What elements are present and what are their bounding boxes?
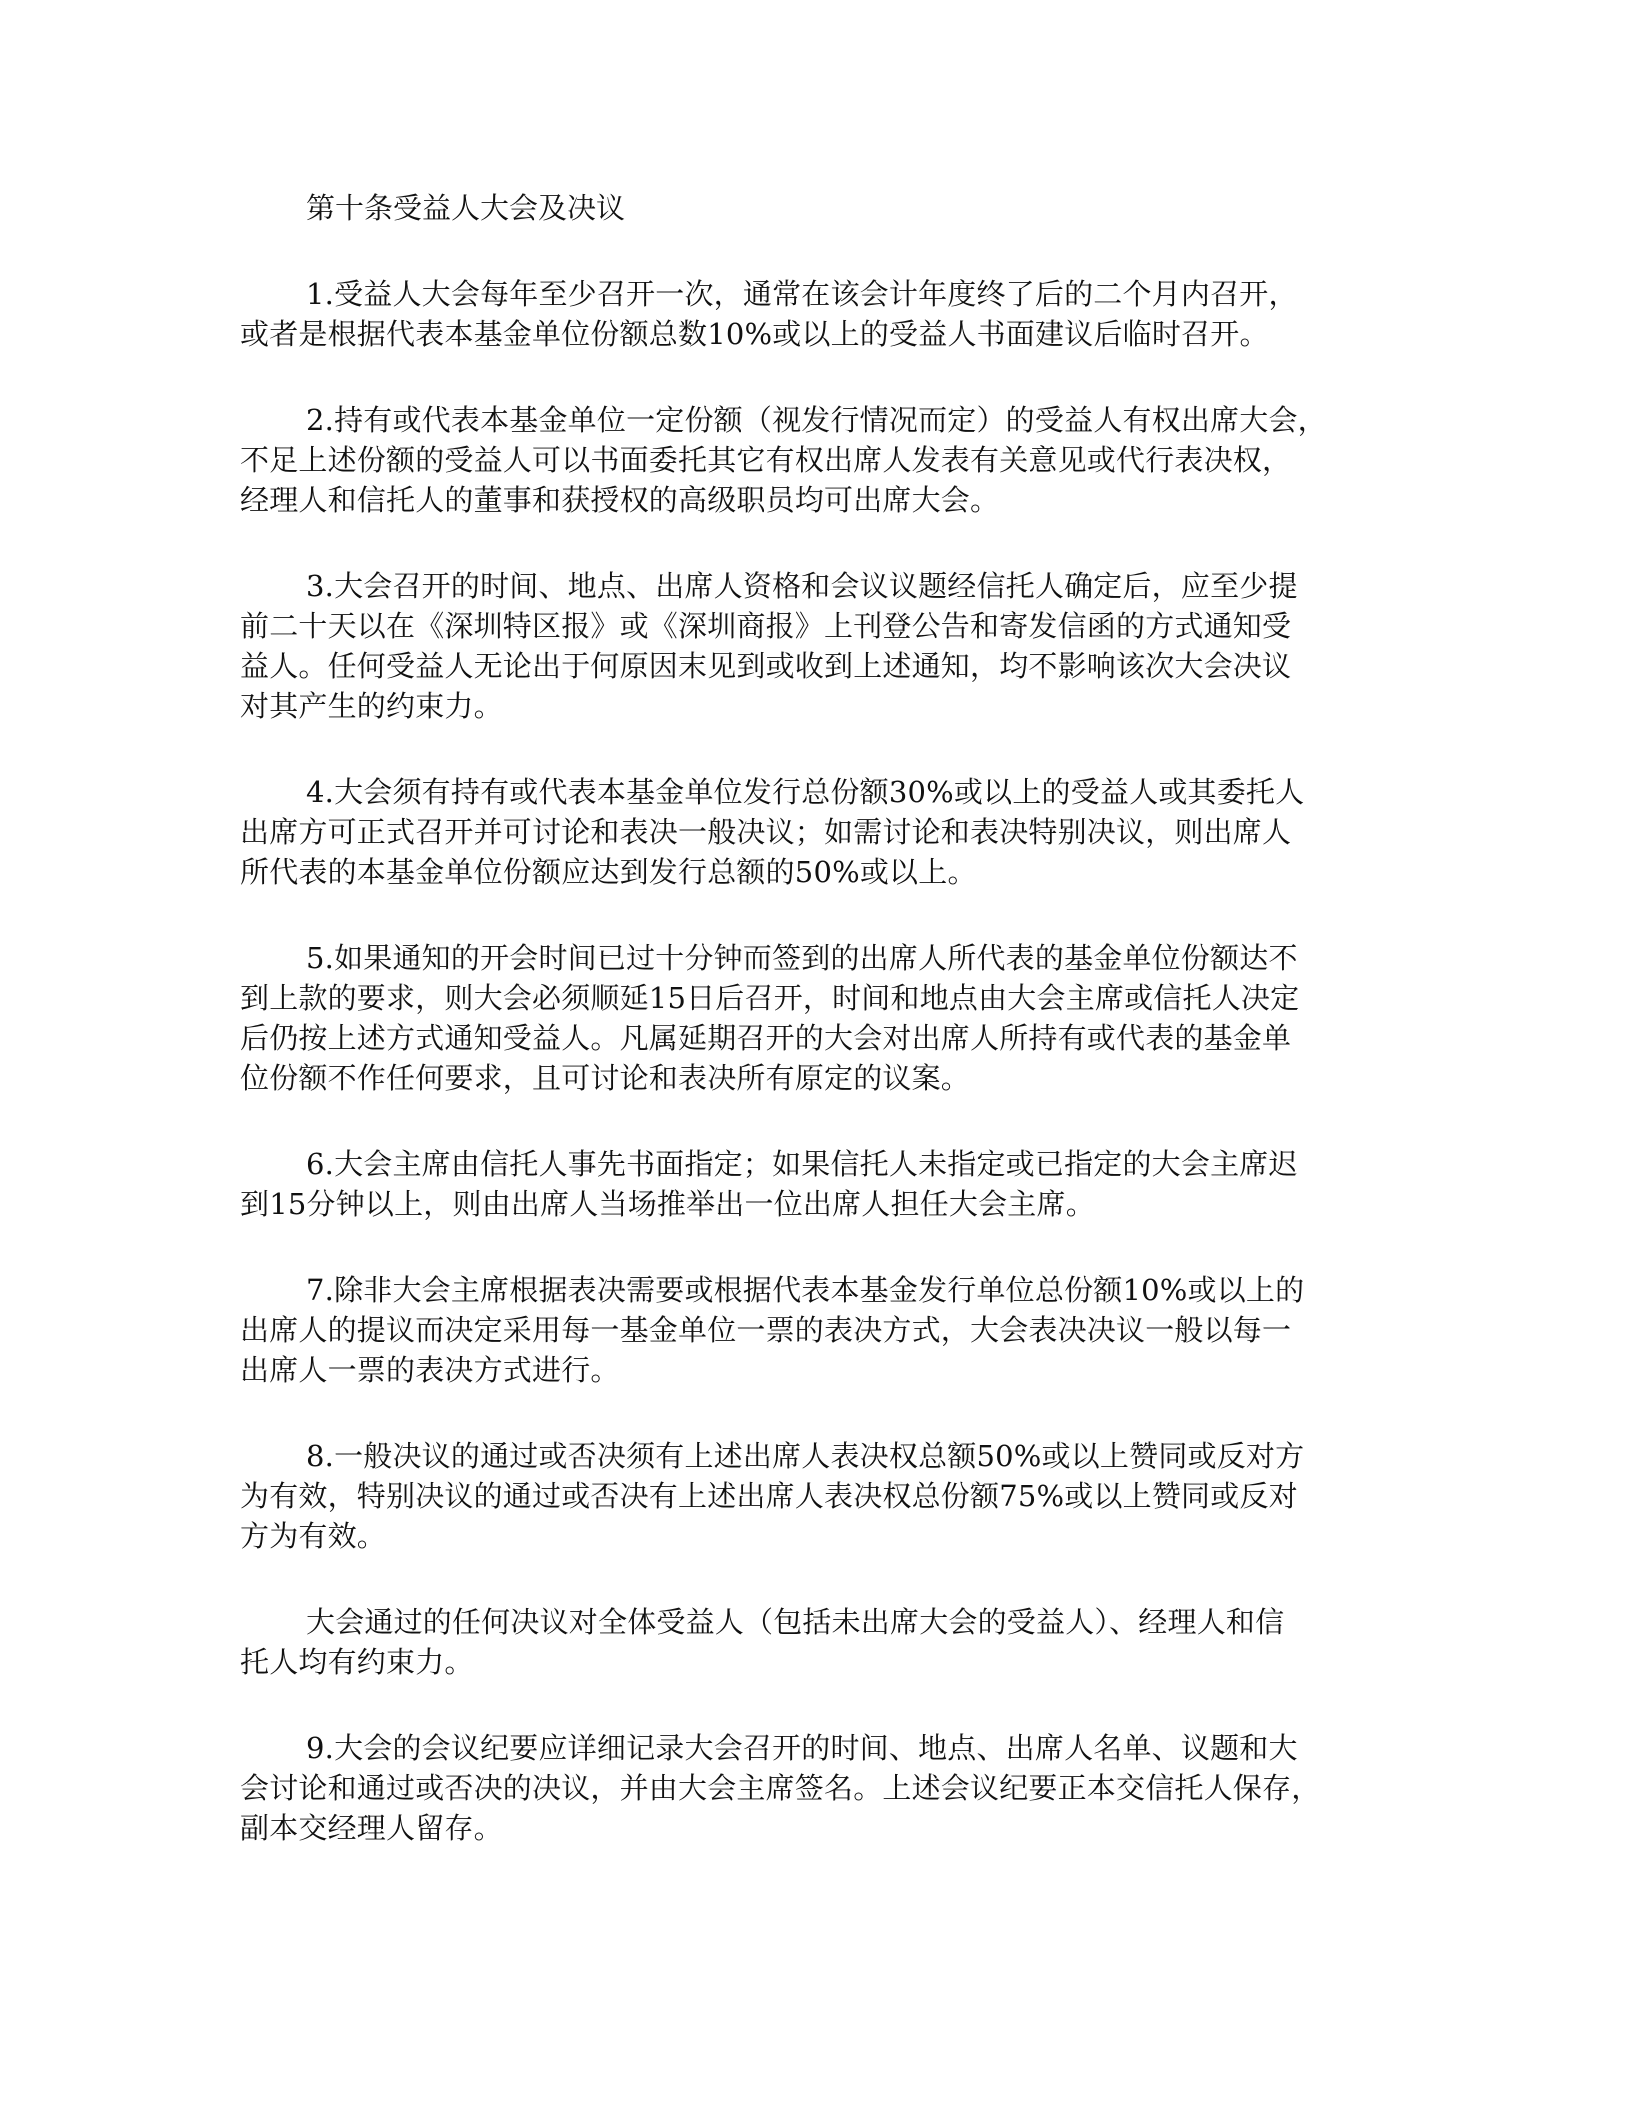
paragraph-line: 5.如果通知的开会时间已过十分钟而签到的出席人所代表的基金单位份额达不 xyxy=(306,941,1298,975)
paragraph-line: 为有效，特别决议的通过或否决有上述出席人表决权总份额75%或以上赞同或反对 xyxy=(240,1479,1298,1513)
paragraph-line: 位份额不作任何要求，且可讨论和表决所有原定的议案。 xyxy=(240,1061,971,1095)
paragraph-line: 4.大会须有持有或代表本基金单位发行总份额30%或以上的受益人或其委托人 xyxy=(306,775,1305,809)
paragraph-3 xyxy=(240,566,1380,726)
paragraph-line: 出席人的提议而决定采用每一基金单位一票的表决方式，大会表决决议一般以每一 xyxy=(240,1313,1292,1347)
paragraph-9 xyxy=(240,1602,1380,1682)
paragraph-line: 经理人和信托人的董事和获授权的高级职员均可出席大会。 xyxy=(240,483,1000,517)
document-page xyxy=(240,188,1380,1894)
paragraph-4 xyxy=(240,772,1380,892)
paragraph-line: 或者是根据代表本基金单位份额总数10%或以上的受益人书面建议后临时召开。 xyxy=(240,317,1269,351)
paragraph-line: 出席方可正式召开并可讨论和表决一般决议；如需讨论和表决特别决议，则出席人 xyxy=(240,815,1292,849)
paragraph-line: 前二十天以在《深圳特区报》或《深圳商报》上刊登公告和寄发信函的方式通知受 xyxy=(240,609,1292,643)
paragraph-10 xyxy=(240,1728,1380,1848)
paragraph-line: 1.受益人大会每年至少召开一次，通常在该会计年度终了后的二个月内召开， xyxy=(306,277,1298,311)
paragraph-line: 8.一般决议的通过或否决须有上述出席人表决权总额50%或以上赞同或反对方 xyxy=(306,1439,1305,1473)
paragraph-8 xyxy=(240,1436,1380,1556)
paragraph-line: 对其产生的约束力。 xyxy=(240,689,503,723)
paragraph-line: 托人均有约束力。 xyxy=(240,1645,474,1679)
paragraph-line: 不足上述份额的受益人可以书面委托其它有权出席人发表有关意见或代行表决权， xyxy=(240,443,1292,477)
paragraph-7 xyxy=(240,1270,1380,1390)
paragraph-line: 后仍按上述方式通知受益人。凡属延期召开的大会对出席人所持有或代表的基金单 xyxy=(240,1021,1292,1055)
paragraph-line: 7.除非大会主席根据表决需要或根据代表本基金发行单位总份额10%或以上的 xyxy=(306,1273,1305,1307)
paragraph-line: 到15分钟以上，则由出席人当场推举出一位出席人担任大会主席。 xyxy=(240,1187,1095,1221)
paragraph-line: 益人。任何受益人无论出于何原因末见到或收到上述通知，均不影响该次大会决议 xyxy=(240,649,1292,683)
paragraph-line: 出席人一票的表决方式进行。 xyxy=(240,1353,620,1387)
paragraph-5 xyxy=(240,938,1380,1098)
paragraph-2 xyxy=(240,400,1380,520)
paragraph-line: 到上款的要求，则大会必须顺延15日后召开，时间和地点由大会主席或信托人决定 xyxy=(240,981,1300,1015)
paragraph-line: 会讨论和通过或否决的决议，并由大会主席签名。上述会议纪要正本交信托人保存， xyxy=(240,1771,1321,1805)
paragraph-line: 2.持有或代表本基金单位一定份额（视发行情况而定）的受益人有权出席大会， xyxy=(306,403,1327,437)
paragraph-6 xyxy=(240,1144,1380,1224)
paragraph-line: 大会通过的任何决议对全体受益人（包括未出席大会的受益人）、经理人和信 xyxy=(306,1605,1285,1639)
paragraph-line: 9.大会的会议纪要应详细记录大会召开的时间、地点、出席人名单、议题和大 xyxy=(306,1731,1298,1765)
paragraph-line: 6.大会主席由信托人事先书面指定；如果信托人未指定或已指定的大会主席迟 xyxy=(306,1147,1298,1181)
paragraph-line: 3.大会召开的时间、地点、出席人资格和会议议题经信托人确定后，应至少提 xyxy=(306,569,1298,603)
article-heading: 第十条受益人大会及决议 xyxy=(306,191,626,225)
paragraph-line: 副本交经理人留存。 xyxy=(240,1811,503,1845)
paragraph-1 xyxy=(240,274,1380,354)
paragraph-line: 所代表的本基金单位份额应达到发行总额的50%或以上。 xyxy=(240,855,977,889)
paragraph-line: 方为有效。 xyxy=(240,1519,387,1553)
